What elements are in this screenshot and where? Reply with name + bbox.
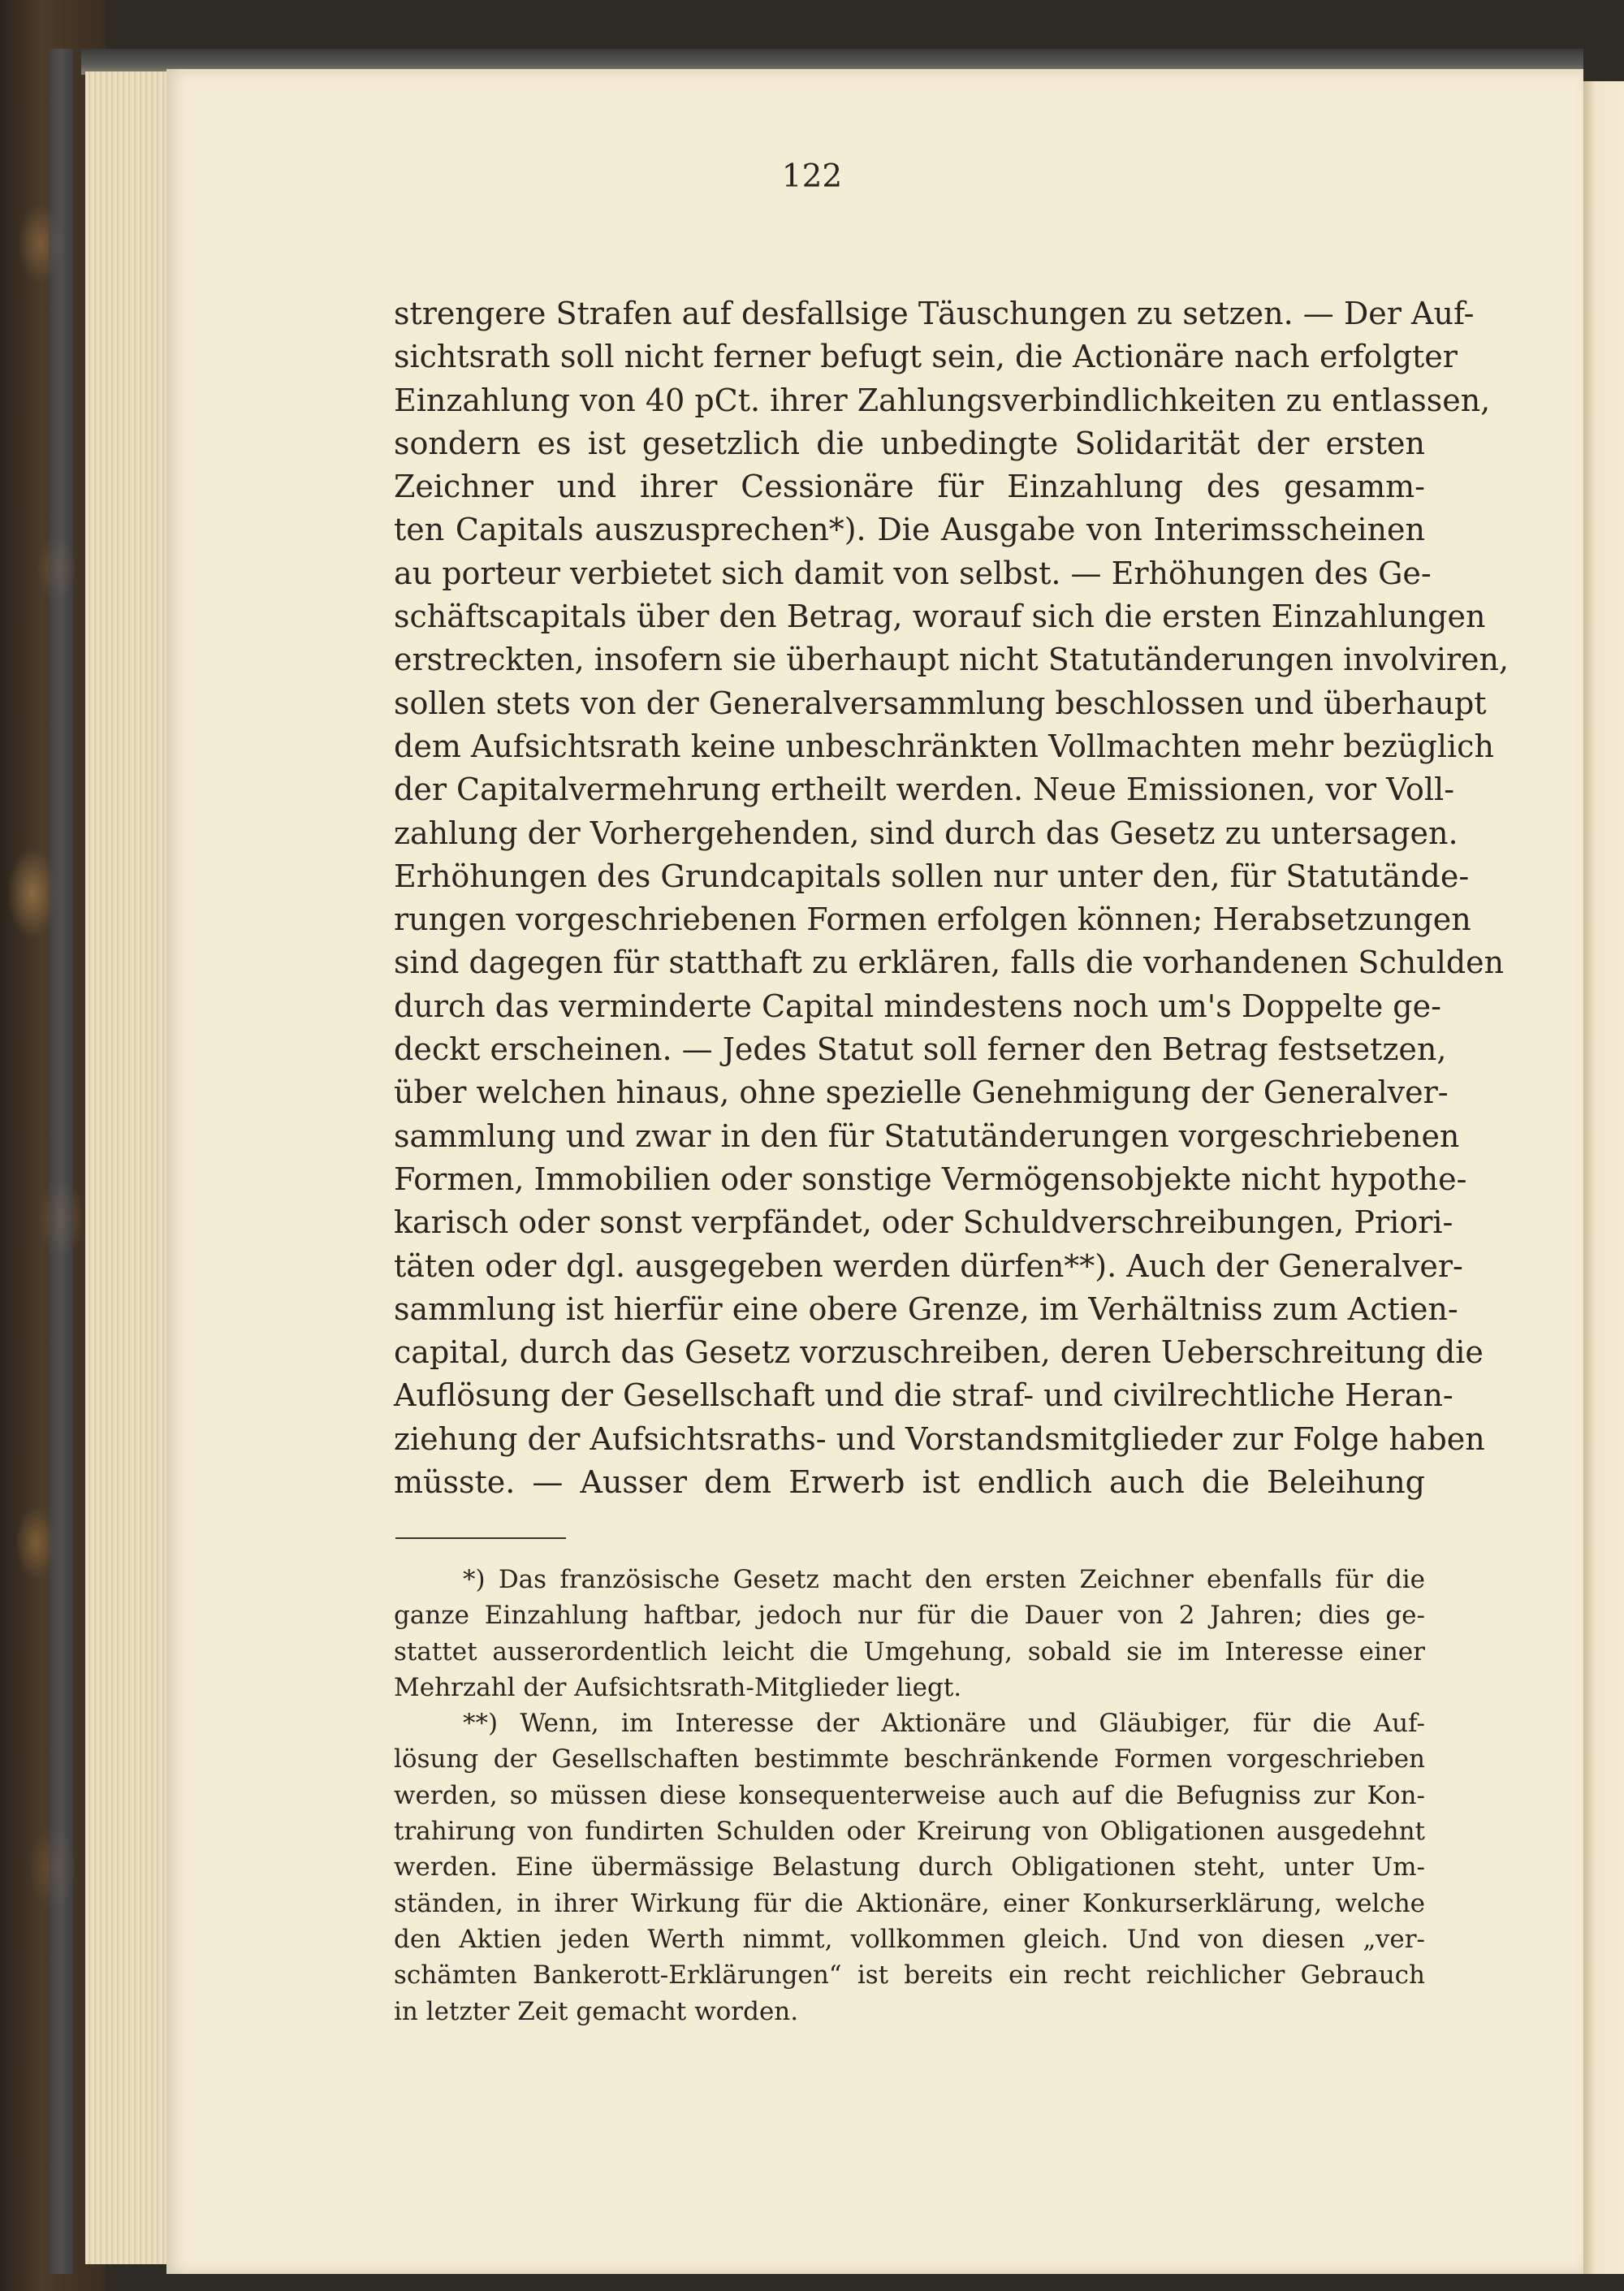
body-line: sammlung ist hierfür eine obere Grenze, im Verhältniss zum Actien- bbox=[394, 1290, 1458, 1327]
footnotes bbox=[394, 1562, 1425, 2029]
body-line: capital, durch das Gesetz vorzuschreiben, deren Ueberschreitung die bbox=[394, 1334, 1484, 1371]
body-line: sammlung und zwar in den für Statutänderungen vorgeschriebenen bbox=[394, 1117, 1460, 1154]
body-line: müsste. — Ausser dem Erwerb ist endlich auch die Beleihung bbox=[394, 1464, 1425, 1501]
body-line: sind dagegen für statthaft zu erklären, falls die vorhandenen Schulden bbox=[394, 944, 1505, 981]
body-line: Zeichner und ihrer Cessionäre für Einzahlung des gesamm- bbox=[394, 469, 1425, 505]
body-line: durch das verminderte Capital mindestens noch um's Doppelte ge- bbox=[394, 988, 1441, 1024]
footnote-separator bbox=[395, 1537, 566, 1539]
body-line: au porteur verbietet sich damit von selbst. — Erhöhungen des Ge- bbox=[394, 555, 1432, 591]
page-number: 122 bbox=[781, 158, 843, 195]
book-spine bbox=[49, 49, 73, 2274]
body-text bbox=[394, 292, 1510, 1504]
body-line: rungen vorgeschriebenen Formen erfolgen können; Herabsetzungen bbox=[394, 901, 1471, 938]
body-line: erstreckten, insofern sie überhaupt nicht Statutänderungen involviren, bbox=[394, 642, 1510, 678]
footnote-line: den Aktien jeden Werth nimmt, vollkommen gleich. Und von diesen „ver- bbox=[394, 1924, 1425, 1954]
body-line: karisch oder sonst verpfändet, oder Schuldverschreibungen, Priori- bbox=[394, 1204, 1453, 1241]
body-line: Erhöhungen des Grundcapitals sollen nur unter den, für Statutände- bbox=[394, 858, 1470, 894]
body-line: täten oder dgl. ausgegeben werden dürfen**). Auch der Generalver- bbox=[394, 1247, 1463, 1284]
footnote-line: Mehrzahl der Aufsichtsrath-Mitglieder liegt. bbox=[394, 1672, 962, 1702]
body-line: sondern es ist gesetzlich die unbedingte Solidarität der ersten bbox=[394, 425, 1425, 461]
footnote-line: stattet ausserordentlich leicht die Umgehung, sobald sie im Interesse einer bbox=[394, 1636, 1425, 1666]
footnote-line: ganze Einzahlung haftbar, jedoch nur für die Dauer von 2 Jahren; dies ge- bbox=[394, 1601, 1425, 1631]
footnote-line: ständen, in ihrer Wirkung für die Aktionäre, einer Konkurserklärung, welche bbox=[394, 1888, 1425, 1918]
body-line: strengere Strafen auf desfallsige Täuschungen zu setzen. — Der Auf- bbox=[394, 296, 1475, 331]
body-line: ten Capitals auszusprechen*). Die Ausgabe von Interimsscheinen bbox=[394, 512, 1425, 548]
body-line: schäftscapitals über den Betrag, worauf sich die ersten Einzahlungen bbox=[394, 599, 1486, 635]
body-line: Einzahlung von 40 pCt. ihrer Zahlungsverbindlichkeiten zu entlassen, bbox=[394, 382, 1491, 418]
body-line: über welchen hinaus, ohne spezielle Genehmigung der Generalver- bbox=[394, 1074, 1449, 1111]
footnote-line: werden. Eine übermässige Belastung durch Obligationen steht, unter Um- bbox=[394, 1852, 1425, 1883]
body-line: Auflösung der Gesellschaft und die straf- und civilrechtliche Heran- bbox=[394, 1377, 1453, 1414]
body-line: sollen stets von der Generalversammlung beschlossen und überhaupt bbox=[394, 685, 1487, 721]
body-line: sichtsrath soll nicht ferner befugt sein, die Actionäre nach erfolgter bbox=[394, 339, 1458, 375]
body-line: dem Aufsichtsrath keine unbeschränkten Vollmachten mehr bezüglich bbox=[394, 728, 1494, 764]
footnote-line: werden, so müssen diese konsequenterweise auch auf die Befugniss zur Kon- bbox=[394, 1780, 1425, 1810]
footnote-line: *) Das französische Gesetz macht den ersten Zeichner ebenfalls für die bbox=[463, 1565, 1425, 1594]
footnote-line: trahirung von fundirten Schulden oder Kreirung von Obligationen ausgedehnt bbox=[394, 1817, 1425, 1847]
footnote-line: schämten Bankerott-Erklärungen“ ist bereits ein recht reichlicher Gebrauch bbox=[394, 1960, 1425, 1991]
footnote-line: **) Wenn, im Interesse der Aktionäre und Gläubiger, für die Auf- bbox=[463, 1709, 1425, 1739]
body-line: zahlung der Vorhergehenden, sind durch das Gesetz zu untersagen. bbox=[394, 815, 1458, 851]
footnote-line: lösung der Gesellschaften bestimmte beschränkende Formen vorgeschrieben bbox=[394, 1744, 1425, 1774]
footnote-line: in letzter Zeit gemacht worden. bbox=[394, 1996, 799, 2026]
next-page-edge bbox=[1583, 81, 1624, 2274]
body-line: der Capitalvermehrung ertheilt werden. Neue Emissionen, vor Voll- bbox=[394, 772, 1455, 808]
body-line: Formen, Immobilien oder sonstige Vermögensobjekte nicht hypothe- bbox=[394, 1161, 1467, 1197]
body-line: ziehung der Aufsichtsraths- und Vorstandsmitglieder zur Folge haben bbox=[394, 1420, 1485, 1457]
body-line: deckt erscheinen. — Jedes Statut soll ferner den Betrag festsetzen, bbox=[394, 1031, 1447, 1068]
